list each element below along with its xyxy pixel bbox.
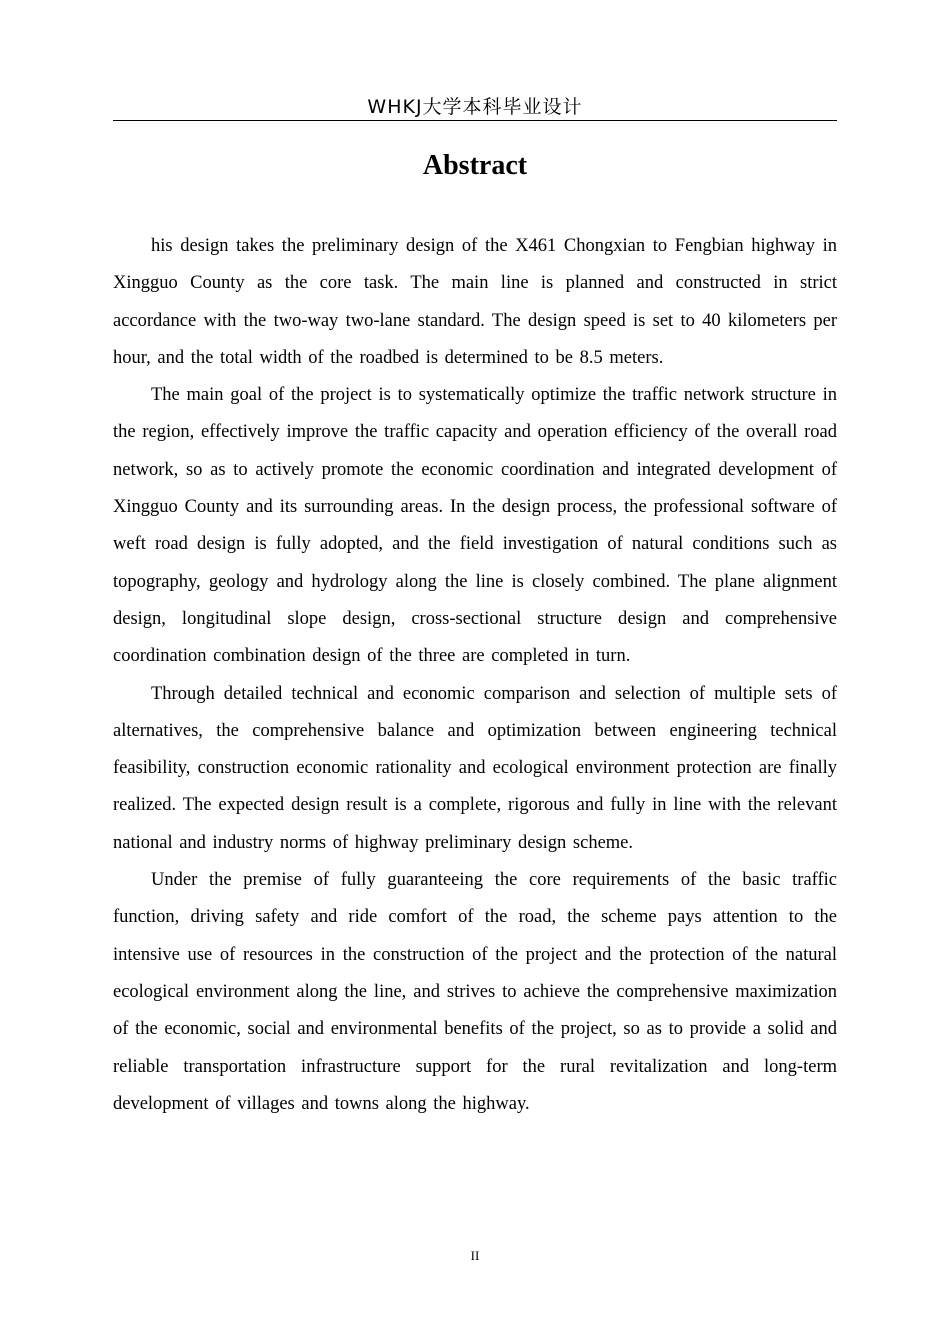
page-number: II: [470, 1248, 480, 1263]
abstract-body: [113, 228, 837, 1123]
running-header: WHKJ大学本科毕业设计: [367, 96, 583, 118]
abstract-paragraph-4: Under the premise of fully guaranteeing the core requirements of the basic traffic function, driving safety and ride comfort of the road, the scheme pays attention to the intensive use of resources in the construction of the project and the protection of the natural ecological environment along the line, and strives to achieve the comprehensive maximization of the economic, social and environmental benefits of the project, so as to provide a solid and reliable transportation infrastructure support for the rural revitalization and long-term development of villages and towns along the highway.: [113, 870, 837, 1114]
abstract-paragraph-1: his design takes the preliminary design of the X461 Chongxian to Fengbian highway in Xingguo County as the core task. The main line is planned and constructed in strict accordance with the two-way two-lane standard. The design speed is set to 40 kilometers per hour, and the total width of the roadbed is determined to be 8.5 meters.: [113, 236, 837, 368]
page-title: Abstract: [422, 150, 528, 181]
abstract-paragraph-2: The main goal of the project is to systematically optimize the traffic network structure in the region, effectively improve the traffic capacity and operation efficiency of the overall road network, so as to actively promote the economic coordination and integrated development of Xingguo County and its surrounding areas. In the design process, the professional software of weft road design is fully adopted, and the field investigation of natural conditions such as topography, geology and hydrology along the line is closely combined. The plane alignment design, longitudinal slope design, cross-sectional structure design and comprehensive coordination combination design of the three are completed in turn.: [113, 385, 837, 667]
abstract-paragraph-3: Through detailed technical and economic comparison and selection of multiple sets of alternatives, the comprehensive balance and optimization between engineering technical feasibility, construction economic rationality and ecological environment protection are finally realized. The expected design result is a complete, rigorous and fully in line with the relevant national and industry norms of highway preliminary design scheme.: [113, 683, 837, 853]
header-divider: [113, 120, 837, 121]
